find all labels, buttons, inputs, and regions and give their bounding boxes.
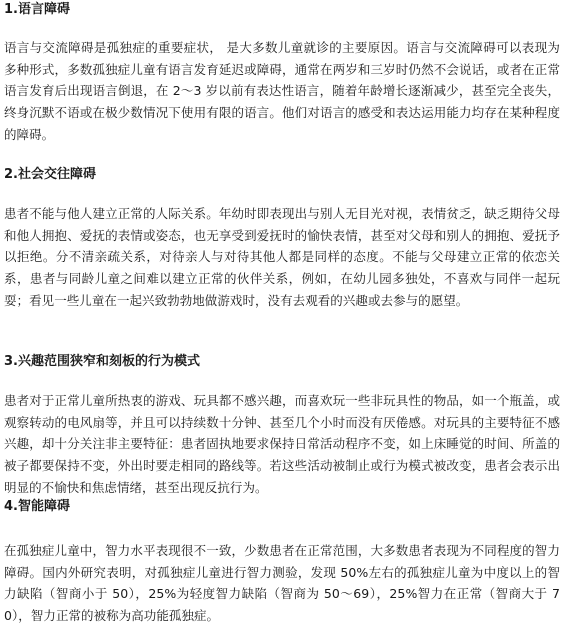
section-heading: 1.语言障碍 <box>4 2 70 17</box>
section-heading: 2.社会交往障碍 <box>4 167 96 182</box>
section-paragraph: 患者对于正常儿童所热衷的游戏、玩具都不感兴趣，而喜欢玩一些非玩具性的物品，如一个瓶盖，或观察转动的电风扇等，并且可以持续数十分钟、甚至几个小时而没有厌倦感。对玩具的主要特征不感兴趣，却十分关注非主要特征：患者固执地要求保持日常活动程序不变，如上床睡觉的时间、所盖的被子都要保持不变，外出时要走相同的路线等。若这些活动被制止或行为模式被改变，患者会表示出明显的不愉快和焦虑情绪，甚至出现反抗行为。 <box>4 393 560 495</box>
section-paragraph: 患者不能与他人建立正常的人际关系。年幼时即表现出与别人无目光对视，表情贫乏，缺乏期待父母和他人拥抱、爱抚的表情或姿态，也无享受到爱抚时的愉快表情，甚至对父母和别人的拥抱、爱抚予以拒绝。分不清亲疏关系，对待亲人与对待其他人都是同样的态度。不能与父母建立正常的依恋关系，患者与同龄儿童之间难以建立正常的伙伴关系，例如，在幼儿园多独处，不喜欢与同伴一起玩耍；看见一些儿童在一起兴致勃勃地做游戏时，没有去观看的兴趣或去参与的愿望。 <box>4 206 560 308</box>
section-heading: 3.兴趣范围狭窄和刻板的行为模式 <box>4 354 200 369</box>
section-paragraph: 语言与交流障碍是孤独症的重要症状， 是大多数儿童就诊的主要原因。语言与交流障碍可以表现为多种形式，多数孤独症儿童有语言发育延迟或障碍，通常在两岁和三岁时仍然不会说话，或者在正常语言发育后出现语言倒退，在 2～3 岁以前有表达性语言，随着年龄增长逐渐减少，甚至完全丧失，终身沉默不语或在极少数情况下使用有限的语言。他们对语言的感受和表达运用能力均存在某种程度的障碍。 <box>4 40 560 142</box>
section-paragraph: 在孤独症儿童中，智力水平表现很不一致，少数患者在正常范围，大多数患者表现为不同程度的智力障碍。国内外研究表明，对孤独症儿童进行智力测验，发现 50%左右的孤独症儿童为中度以上的智力缺陷（智商小于 50），25%为轻度智力缺陷（智商为 50～69），25%智力在正常（智商大于 70），智力正常的被称为高功能孤独症。 <box>4 543 560 624</box>
section-heading: 4.智能障碍 <box>4 499 70 514</box>
